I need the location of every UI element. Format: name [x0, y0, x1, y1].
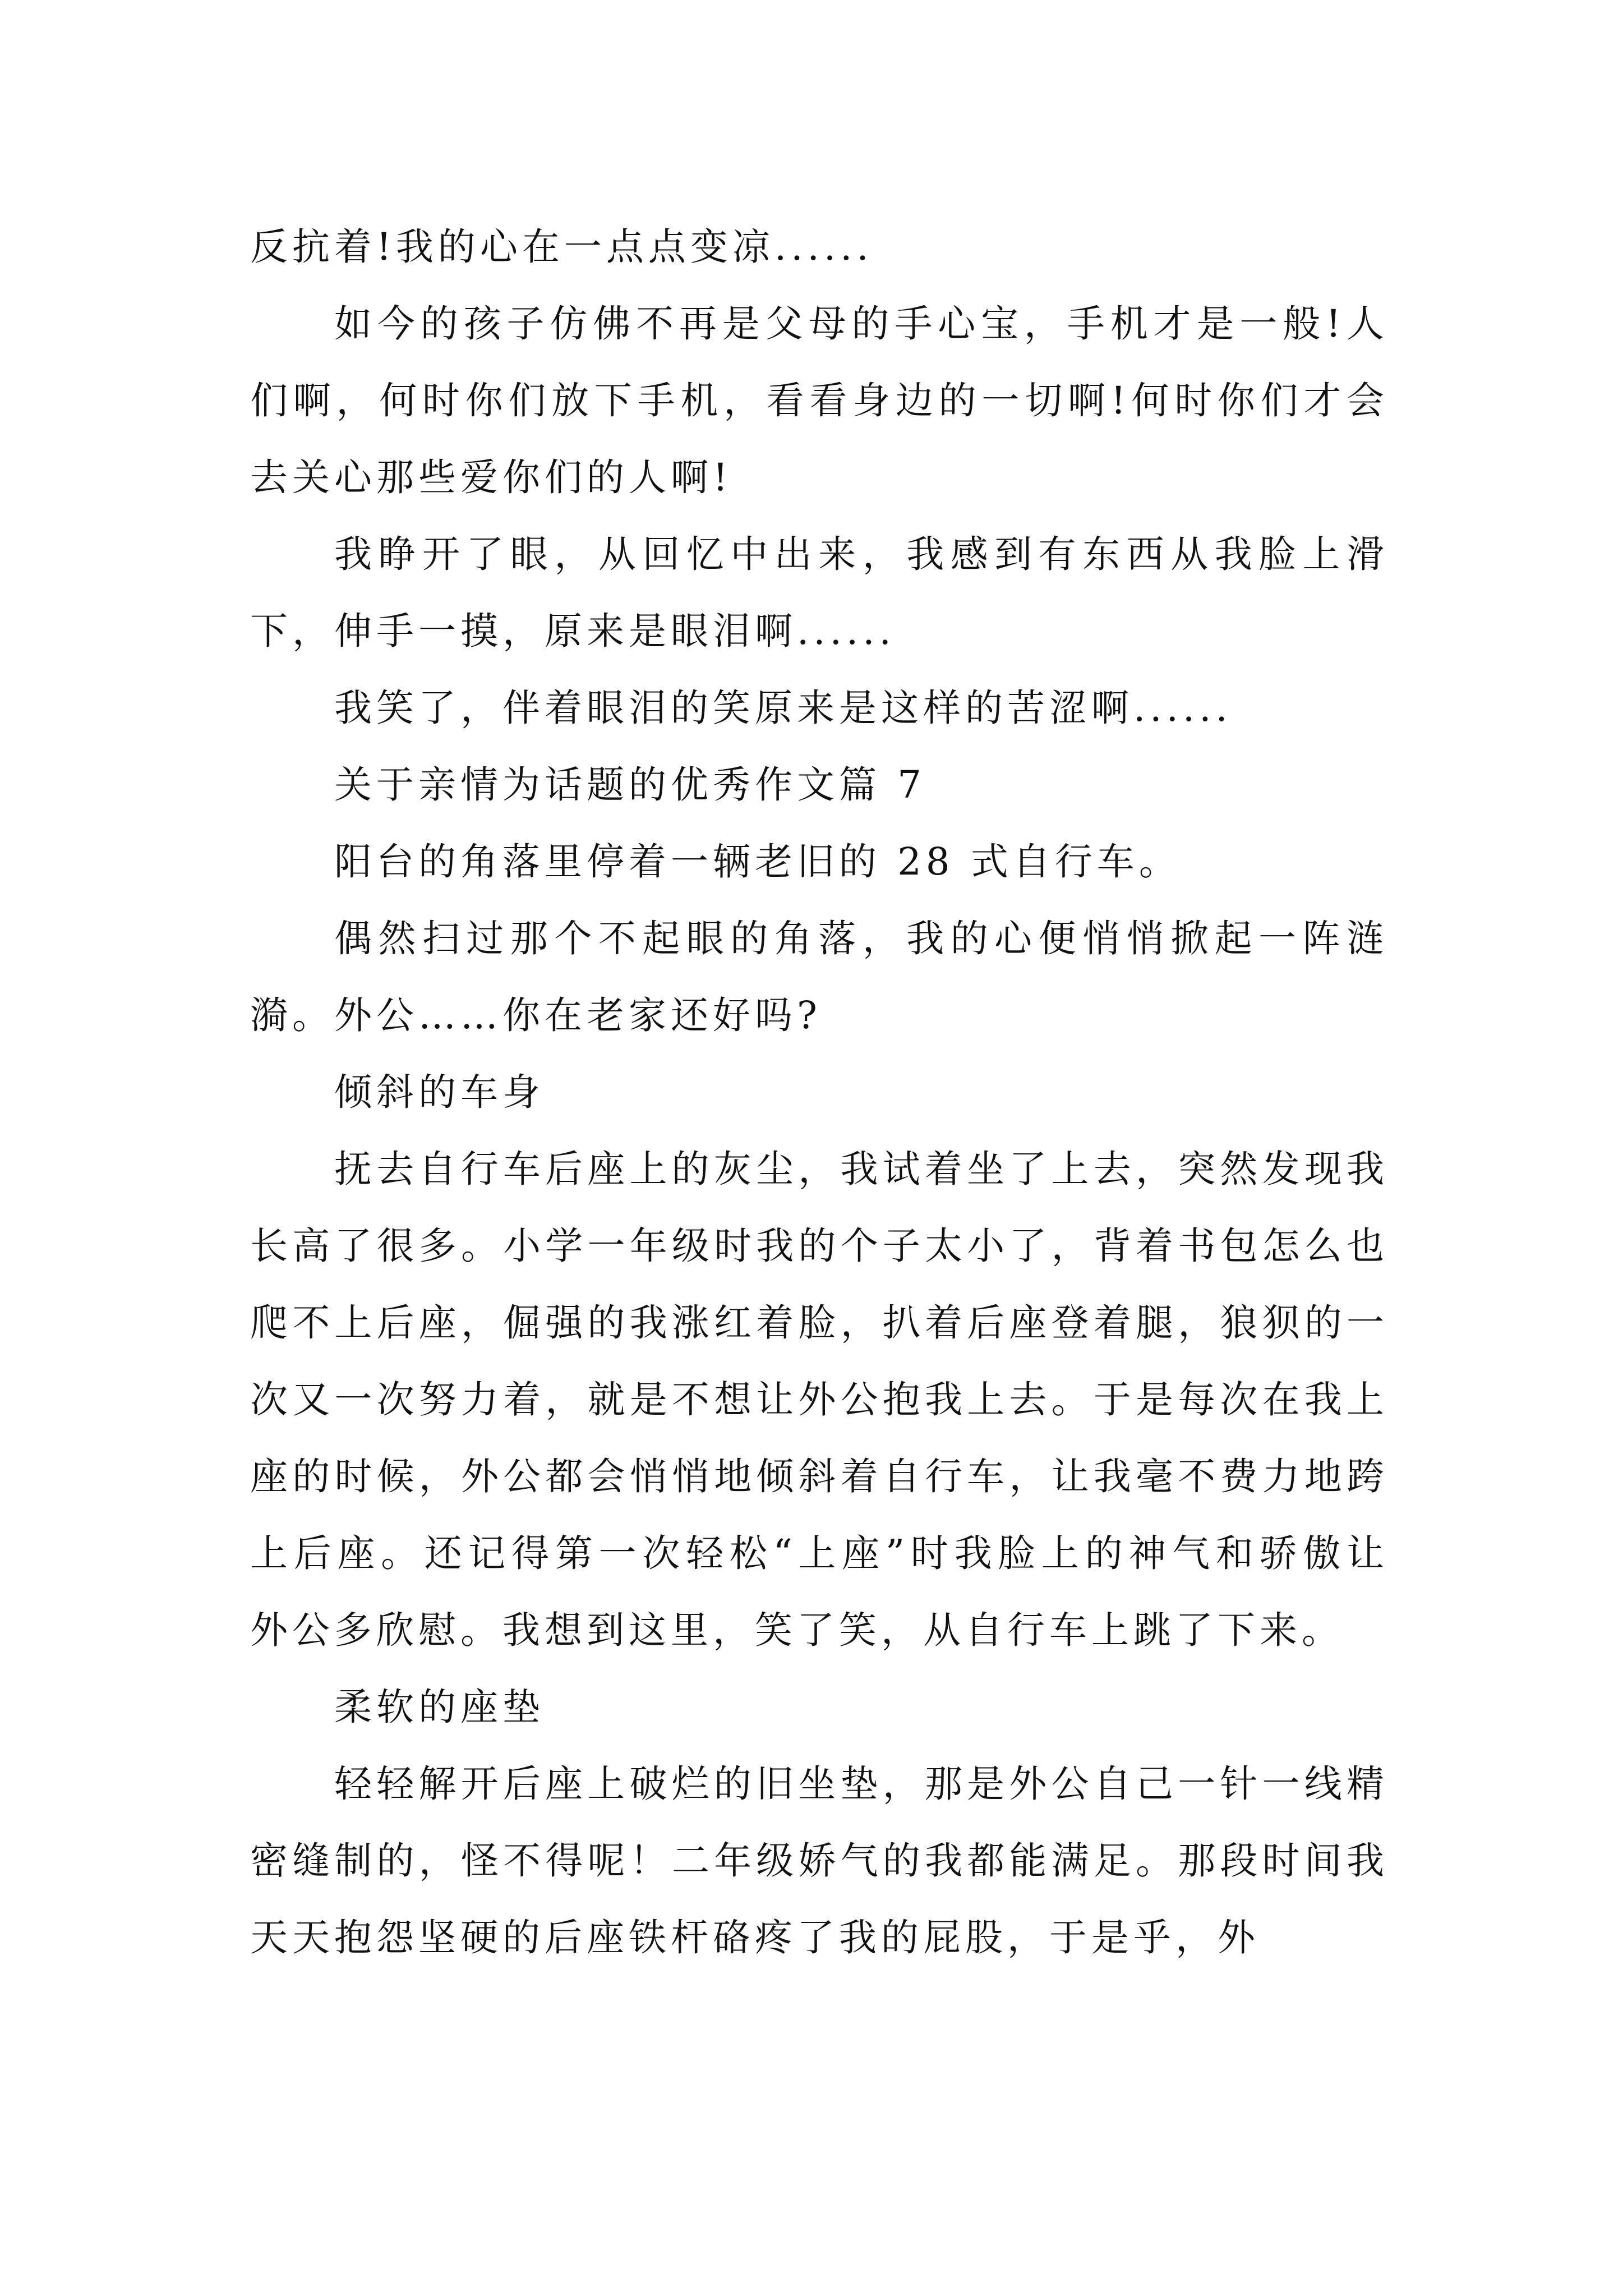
section-heading-tilted-frame: 倾斜的车身 [334, 1070, 545, 1114]
document-body [250, 209, 1389, 1976]
paragraph-4: 我笑了，伴着眼泪的笑原来是这样的苦涩啊...... [334, 686, 1232, 730]
essay-title: 关于亲情为话题的优秀作文篇 7 [334, 763, 926, 807]
paragraph-6: 偶然扫过那个不起眼的角落，我的心便悄悄掀起一阵涟漪。外公……你在老家还好吗? [250, 917, 1389, 1037]
paragraph-3: 我睁开了眼，从回忆中出来，我感到有东西从我脸上滑下，伸手一摸，原来是眼泪啊...... [250, 532, 1389, 653]
paragraph-1: 反抗着!我的心在一点点变凉...... [250, 225, 873, 269]
section-heading-soft-cushion: 柔软的座垫 [334, 1685, 545, 1729]
paragraph-2: 如今的孩子仿佛不再是父母的手心宝，手机才是一般!人们啊，何时你们放下手机，看看身边的一切啊!何时你们才会去关心那些爱你们的人啊! [250, 302, 1389, 499]
paragraph-5: 阳台的角落里停着一辆老旧的 28 式自行车。 [334, 840, 1181, 884]
paragraph-7: 抚去自行车后座上的灰尘，我试着坐了上去，突然发现我长高了很多。小学一年级时我的个子太小了，背着书包怎么也爬不上后座，倔强的我涨红着脸，扒着后座登着腿，狼狈的一次又一次努力着，就是不想让外公抱我上去。于是每次在我上座的时候，外公都会悄悄地倾斜着自行车，让我毫不费力地跨上后座。还记得第一次轻松“上座”时我脸上的神气和骄傲让外公多欣慰。我想到这里，笑了笑，从自行车上跳了下来。 [250, 1147, 1389, 1652]
paragraph-8: 轻轻解开后座上破烂的旧坐垫，那是外公自己一针一线精密缝制的，怪不得呢！二年级娇气的我都能满足。那段时间我天天抱怨坚硬的后座铁杆硌疼了我的屁股，于是乎，外 [250, 1762, 1389, 1959]
